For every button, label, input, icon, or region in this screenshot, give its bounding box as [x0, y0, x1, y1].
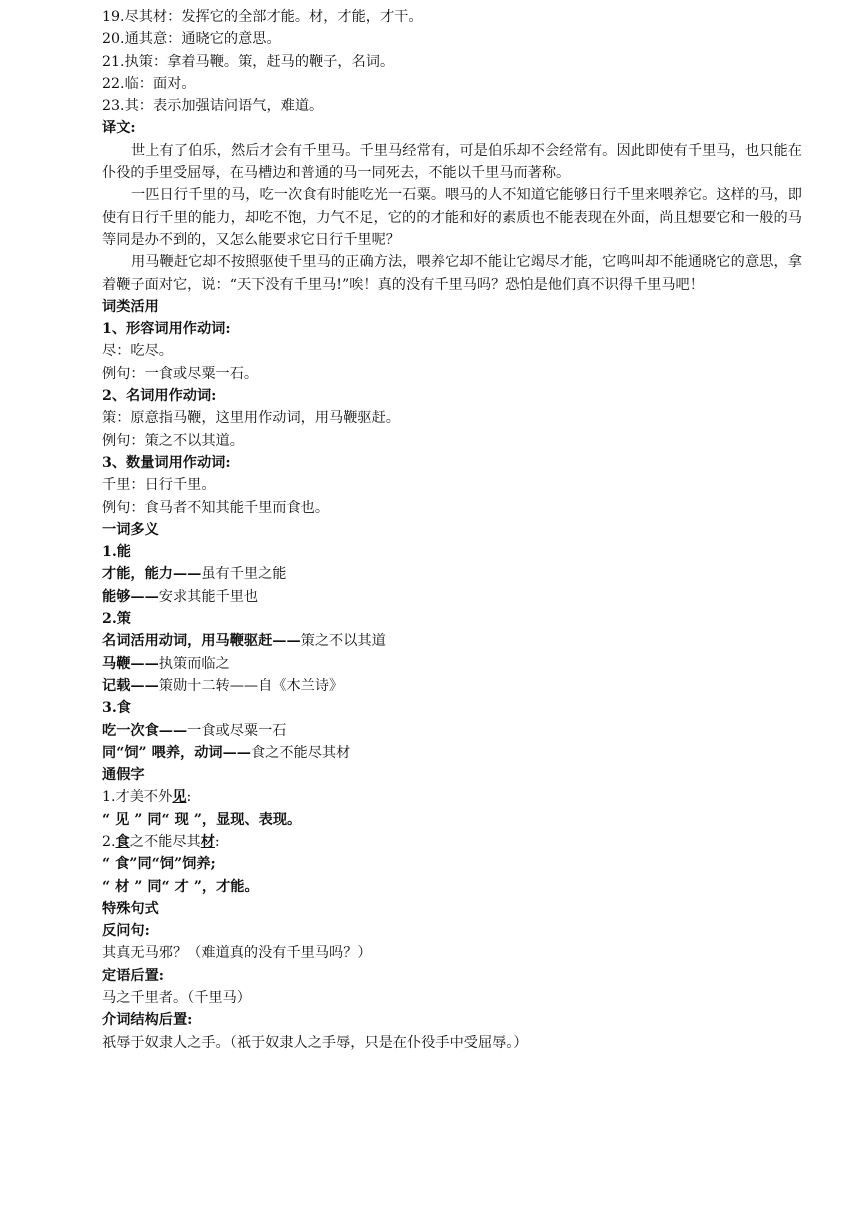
- tongjia-explanation: “ 食”同“饲”饲养;: [102, 856, 216, 873]
- special-text: 祇辱于奴隶人之手。（祇于奴隶人之手辱，只是在仆役手中受屈辱。）: [102, 1034, 528, 1051]
- sense-example: 策勋十二转——自《木兰诗》: [158, 677, 344, 694]
- special-text: 马之千里者。（千里马）: [102, 990, 251, 1007]
- special-heading: 特殊句式: [102, 900, 159, 917]
- polysemy-sense: [102, 653, 802, 675]
- notes-list: [102, 6, 802, 117]
- note-item: 19.尽其材：发挥它的全部才能。材，才能，才干。: [102, 9, 423, 25]
- tongjia-suffix: :: [214, 833, 220, 850]
- sense-meaning: 记载——: [102, 677, 159, 694]
- word-class-example: 例句：食马者不知其能千里而食也。: [102, 499, 330, 516]
- polysemy-sense: [102, 630, 802, 652]
- tongjia-suffix: :: [186, 789, 192, 806]
- polysemy-heading: 一词多义: [102, 521, 159, 538]
- sense-example: 策之不以其道: [300, 633, 386, 650]
- polysemy-word: 1.能: [102, 544, 131, 561]
- sense-meaning: 同“饲” 喂养，动词——: [102, 744, 251, 761]
- polysemy-sense: [102, 563, 802, 585]
- special-text: 其真无马邪？（难道真的没有千里马吗？）: [102, 945, 372, 962]
- document-page: [102, 6, 802, 1054]
- note-item: 21.执策：拿着马鞭。策，赶马的鞭子，名词。: [102, 53, 395, 70]
- sense-meaning: 能够——: [102, 588, 159, 605]
- word-class-title: 1、形容词用作动词:: [102, 321, 231, 338]
- translation-heading: 译文:: [102, 120, 136, 137]
- word-class-definition: 尽：吃尽。: [102, 343, 173, 360]
- tongjia-sentence: [102, 831, 802, 853]
- sense-meaning: 马鞭——: [102, 655, 159, 672]
- sense-example: 安求其能千里也: [158, 588, 259, 605]
- special-title: 介词结构后置:: [102, 1012, 193, 1029]
- tongjia-explanation: “ 材 ” 同“ 才 ”，才能。: [102, 878, 259, 895]
- polysemy-sense: [102, 586, 802, 608]
- sense-example: 一食或尽粟一石: [187, 722, 287, 739]
- sense-meaning: 才能，能力——: [102, 566, 202, 583]
- polysemy-sense: [102, 675, 802, 697]
- sense-example: 食之不能尽其材: [250, 744, 351, 761]
- translation-paragraph: 一匹日行千里的马，吃一次食有时能吃光一石粟。喂马的人不知道它能够日行千里来喂养它。这样的马，即使有日行千里的能力，却吃不饱，力气不足，它的的才能和好的素质也不能表现在外面，尚且想要它和一般的马等同是办不到的，又怎么能要求它日行千里呢？: [102, 187, 802, 248]
- tongjia-explanation: “ 见 ” 同“ 现 ”，显现、表现。: [102, 811, 302, 828]
- note-item: 22.临：面对。: [102, 75, 196, 92]
- polysemy-word: 2.策: [102, 611, 131, 628]
- polysemy-word: 3.食: [102, 700, 131, 717]
- sense-meaning: 吃一次食——: [102, 722, 188, 739]
- tongjia-prefix: 1.才美不外: [102, 789, 173, 806]
- translation-section: [102, 117, 802, 295]
- tongjia-section: [102, 764, 802, 898]
- sense-meaning: 名词活用动词，用马鞭驱赶——: [102, 633, 301, 650]
- word-class-section: [102, 296, 802, 519]
- special-title: 反问句:: [102, 923, 150, 940]
- special-title: 定语后置:: [102, 967, 164, 984]
- word-class-definition: 策：原意指马鞭，这里用作动词，用马鞭驱赶。: [102, 410, 400, 427]
- note-item: 23.其：表示加强诘问语气，难道。: [102, 98, 324, 115]
- tongjia-char: 见: [172, 789, 187, 806]
- word-class-definition: 千里：日行千里。: [102, 477, 216, 494]
- tongjia-sentence: [102, 786, 802, 808]
- polysemy-sense: [102, 742, 802, 764]
- word-class-example: 例句：策之不以其道。: [102, 432, 244, 449]
- sense-example: 虽有千里之能: [201, 566, 287, 583]
- word-class-title: 3、数量词用作动词:: [102, 454, 231, 471]
- note-item: 20.通其意：通晓它的意思。: [102, 31, 281, 48]
- tongjia-prefix: 2.: [102, 833, 116, 850]
- word-class-heading: 词类活用: [102, 298, 159, 315]
- tongjia-heading: 通假字: [102, 767, 145, 784]
- translation-paragraph: 用马鞭赶它却不按照驱使千里马的正确方法，喂养它却不能让它竭尽才能，它鸣叫却不能通晓它的意思，拿着鞭子面对它，说：“天下没有千里马!”唉！真的没有千里马吗？恐怕是他们真不识得千里马吧！: [102, 254, 802, 293]
- sense-example: 执策而临之: [158, 655, 230, 672]
- tongjia-char: 食: [115, 833, 130, 850]
- translation-paragraph: 世上有了伯乐，然后才会有千里马。千里马经常有，可是伯乐却不会经常有。因此即使有千里马，也只能在仆役的手里受屈辱，在马槽边和普通的马一同死去，不能以千里马而著称。: [102, 142, 802, 182]
- tongjia-char: 材: [200, 833, 215, 850]
- word-class-title: 2、名词用作动词:: [102, 388, 217, 405]
- tongjia-mid: 之不能尽其: [129, 833, 201, 850]
- special-sentence-section: [102, 898, 802, 1054]
- polysemy-section: [102, 519, 802, 764]
- word-class-example: 例句：一食或尽粟一石。: [102, 365, 259, 382]
- polysemy-sense: [102, 720, 802, 742]
